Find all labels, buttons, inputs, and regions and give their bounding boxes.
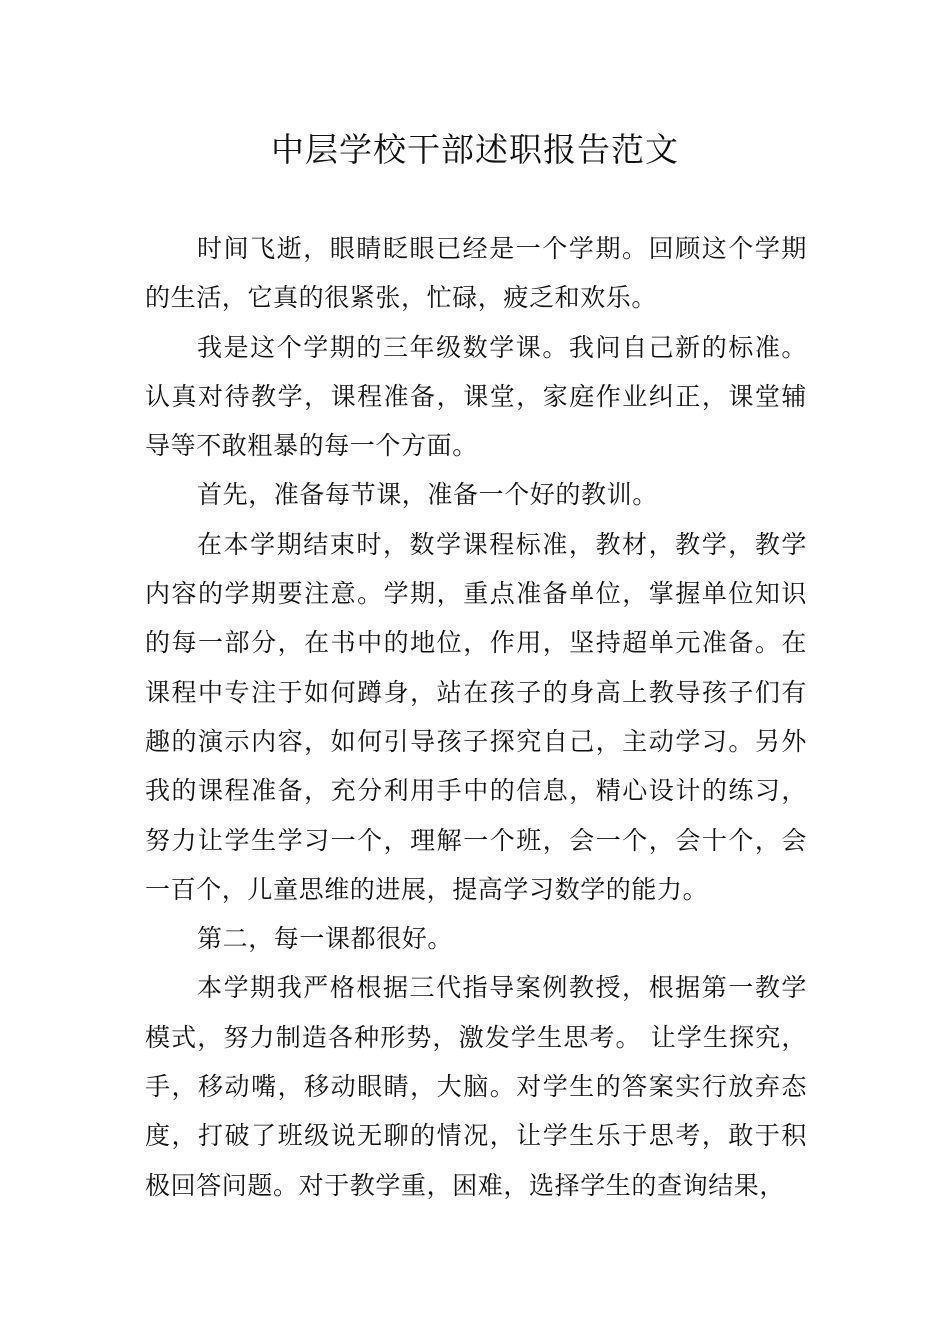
document-title: 中层学校干部述职报告范文 [271, 130, 679, 169]
paragraph-5: 第二，每一课都很好。 [197, 924, 454, 954]
document-body [145, 224, 807, 1210]
paragraph-6: 本学期我严格根据三代指导案例教授，根据第一教学模式，努力制造各种形势，激发学生思考。 让学生探究，手，移动嘴，移动眼睛，大脑。对学生的答案实行放弃态度，打破了班级说无聊的情况，让学生乐于思考，敢于积极回答问题。对于教学重，困难，选择学生的查询结果， [145, 973, 807, 1200]
paragraph-3: 首先，准备每节课，准备一个好的教训。 [197, 480, 658, 510]
paragraph-2: 我是这个学期的三年级数学课。我问自己新的标准。认真对待教学，课程准备，课堂，家庭作业纠正，课堂辅导等不敢粗暴的每一个方面。 [145, 332, 807, 461]
paragraph-1: 时间飞逝，眼睛眨眼已经是一个学期。回顾这个学期的生活，它真的很紧张，忙碌，疲乏和欢乐。 [145, 234, 807, 313]
paragraph-4: 在本学期结束时，数学课程标准，教材，教学，教学内容的学期要注意。学期，重点准备单位，掌握单位知识的每一部分，在书中的地位，作用，坚持超单元准备。在课程中专注于如何蹲身，站在孩子的身高上教导孩子们有趣的演示内容，如何引导孩子探究自己，主动学习。另外我的课程准备，充分利用手中的信息，精心设计的练习，努力让学生学习一个，理解一个班，会一个，会十个，会一百个，儿童思维的进展，提高学习数学的能力。 [145, 529, 807, 904]
